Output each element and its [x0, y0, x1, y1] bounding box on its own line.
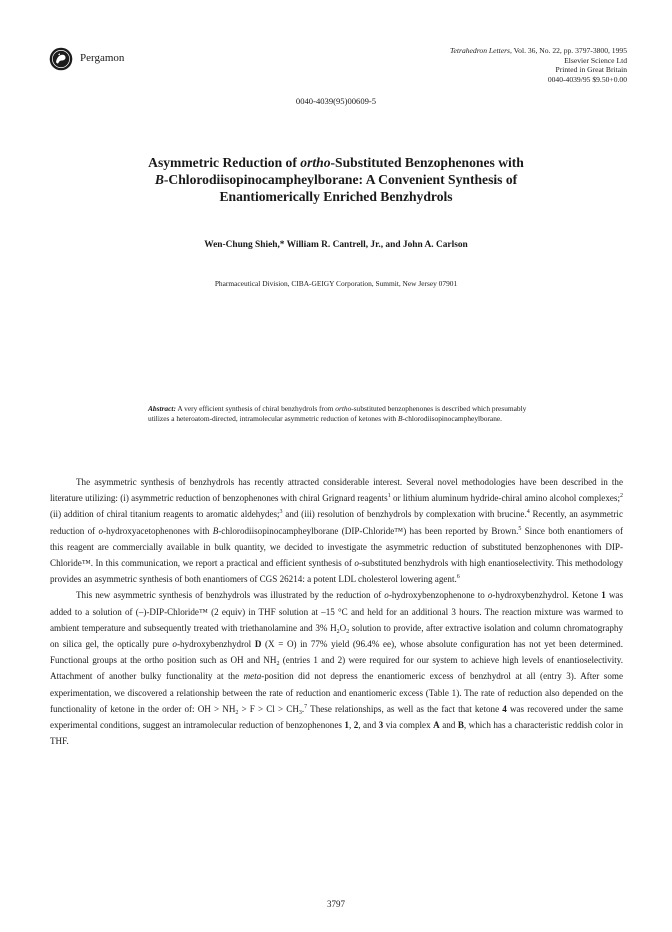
text: .	[301, 703, 305, 714]
text: (entries 1 and 2) were required for our system to achieve high levels of enantioselectivity. Attachment of another bulky functionality at the	[50, 655, 624, 682]
text: These relationships, as well as the fact that ketone	[307, 703, 503, 714]
text: was recovered under the same experimental conditions, suggest an intramolecular reduction of benzophenones	[50, 703, 623, 731]
text: > F > Cl > CH	[238, 703, 299, 714]
text: -position did not depress the enantiomeric excess of benzhydrol at all (entry 3). After some experimentation, we discovered a relationship between the rate of reduction and enantiomeric excess (Table 1). The rate of reduction also depended on the functionality of ketone in the order of: OH > NH	[50, 671, 623, 714]
subscript: 2	[336, 628, 340, 635]
subscript: 2	[235, 709, 239, 716]
italic-text: o	[487, 590, 493, 601]
italic-text: o	[384, 590, 389, 601]
text: , and	[358, 720, 379, 731]
publisher-name: Pergamon	[80, 52, 125, 64]
text: Recently, an asymmetric reduction of	[50, 509, 623, 536]
abstract-label: Abstract:	[148, 404, 176, 413]
title-text: -Chlorodiisopinocampheylborane: A Convenient Synthesis of	[163, 172, 518, 187]
text: This new asymmetric synthesis of benzhydrols was illustrated by the reduction of	[76, 590, 385, 601]
italic-text: B	[212, 525, 219, 536]
italic-text: o	[98, 525, 104, 536]
journal-citation	[367, 46, 627, 84]
reference-superscript: 5	[518, 525, 522, 532]
text: solution to provide, after extractive isolation and column chromatography on silica gel, the optically pure	[50, 622, 623, 650]
paragraph-1	[50, 474, 623, 587]
page-number: 3797	[327, 899, 345, 909]
text: The asymmetric synthesis of benzhydrols has recently attracted considerable interest. Several novel methodologies have been described in the literature utilizing: (i) asymmetric reduction of benzophenones with chiral Grignard reagents	[50, 477, 623, 504]
reference-superscript: 2	[620, 493, 623, 500]
title-text: Asymmetric Reduction of	[148, 155, 301, 170]
abstract-text: -chlorodiisopinocampheylborane.	[402, 413, 503, 423]
compound-number: 1	[344, 720, 349, 731]
compound-number: 3	[378, 720, 384, 731]
text: , which has a characteristic reddish color in THF.	[50, 720, 623, 747]
text: -hydroxybenzhydrol. Ketone	[492, 590, 602, 601]
abstract-italic: B	[397, 413, 403, 423]
text: -substituted benzhydrols with high enantioselectivity. This methodology provides an asymmetric synthesis of both enantiomers of CGS 26214: a potent LDL cholesterol lowering agent.	[50, 558, 623, 585]
compound-label: B	[457, 720, 464, 731]
text: and (iii) resolution of benzhydrols by complexation with brucine.	[282, 509, 527, 520]
title-italic: B	[154, 172, 164, 187]
publisher-line: Elsevier Science Ltd	[564, 55, 627, 65]
publisher-logo-icon	[49, 47, 73, 71]
compound-label: A	[433, 720, 440, 731]
reference-superscript: 3	[279, 509, 283, 516]
compound-number: 2	[353, 720, 359, 731]
abstract-text: -substituted benzophenones is described which presumably utilizes a heteroatom-directed, intramolecular asymmetric reduction of ketones with	[148, 404, 527, 423]
abstract-italic: ortho	[335, 404, 352, 413]
abstract	[148, 404, 538, 424]
text: via complex	[383, 720, 434, 731]
subscript: 3	[298, 709, 302, 716]
reference-superscript: 7	[304, 703, 308, 710]
title-text: -Substituted Benzophenones with	[330, 155, 524, 170]
subscript: 2	[346, 628, 350, 635]
reference-superscript: 1	[387, 493, 391, 500]
article-identifier: 0040-4039(95)00609-5	[295, 96, 377, 106]
reference-superscript: 4	[526, 509, 530, 516]
affiliation: Pharmaceutical Division, CIBA-GEIGY Corporation, Summit, New Jersey 07901	[214, 279, 458, 288]
compound-number: D	[254, 639, 262, 650]
text: or lithium aluminum hydride-chiral amino alcohol complexes;	[390, 493, 620, 504]
text: -hydroxybenzophenone to	[388, 590, 488, 601]
title-italic: ortho	[300, 155, 331, 170]
reference-superscript: 6	[456, 574, 460, 581]
authors: Wen-Chung Shieh,* William R. Cantrell, Jr., and John A. Carlson	[204, 240, 468, 250]
compound-number: 1	[601, 590, 606, 601]
journal-name: Tetrahedron Letters,	[450, 46, 512, 55]
text: Since both enantiomers of this reagent are commercially available in bulk quantity, we decided to investigate the asymmetric reduction of substituted benzophenones with DIP-Chloride™. In this communication, we report a practical and efficient synthesis of	[50, 525, 623, 569]
italic-text: o	[172, 639, 177, 650]
italic-text: o	[354, 558, 359, 569]
text: ,	[348, 720, 354, 731]
text: -chlorodiisopinocampheylborane (DIP-Chloride™) has been reported by Brown.	[218, 525, 519, 536]
italic-text: meta	[243, 671, 262, 682]
title-text: Enantiomerically Enriched Benzhydrols	[219, 189, 453, 204]
subscript: 2	[276, 661, 280, 668]
text: -hydroxyacetophenones with	[103, 525, 213, 536]
paragraph-2	[50, 587, 623, 749]
printed-line: Printed in Great Britain	[555, 65, 627, 75]
body-text	[50, 474, 623, 749]
text: (ii) addition of chiral titanium reagents to aromatic aldehydes;	[50, 509, 280, 520]
citation-volume: Vol. 36, No. 22, pp. 3797-3800, 1995	[511, 46, 627, 55]
text: was added to a solution of (–)-DIP-Chloride™ (2 equiv) in THF solution at –15 °C and held for an additional 3 hours. The reaction mixture was warmed to ambient temperature and subsequently treated with triethanolamine and 3% H	[50, 590, 623, 633]
abstract-text: A very efficient synthesis of chiral benzhydrols from	[175, 404, 336, 413]
price-line: 0040-4039/95 $9.50+0.00	[547, 74, 627, 84]
compound-number: 4	[502, 703, 507, 714]
text: -hydroxybenzhydrol	[176, 639, 255, 650]
text: (X = O) in 77% yield (96.4% ee), whose absolute configuration has not yet been determined. Functional groups at the ortho position such as OH and NH	[50, 639, 623, 666]
text: O	[339, 622, 347, 633]
text: and	[439, 720, 458, 731]
article-title	[80, 154, 592, 205]
